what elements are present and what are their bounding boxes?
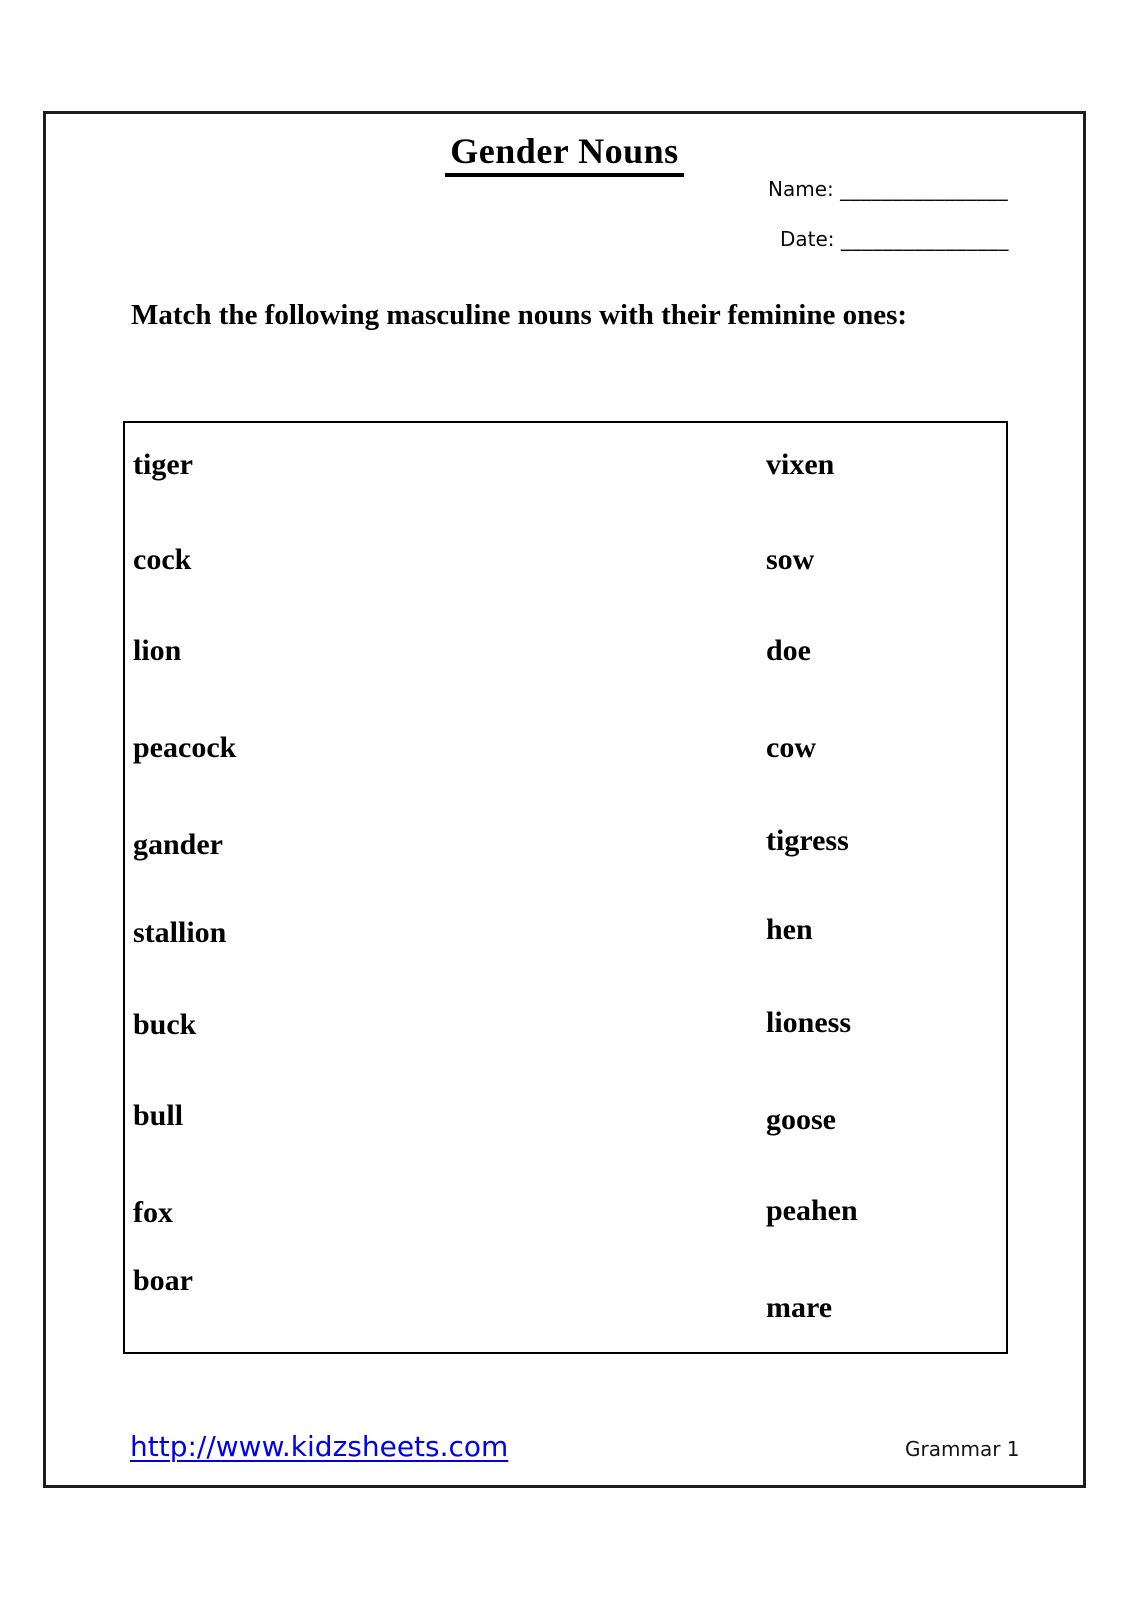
feminine-word: mare [766, 1291, 833, 1324]
feminine-word: sow [766, 543, 815, 576]
feminine-word: lioness [766, 1006, 852, 1039]
feminine-word: hen [766, 913, 813, 946]
match-box [123, 421, 1008, 1354]
feminine-word: cow [766, 731, 816, 764]
masculine-word: boar [133, 1264, 193, 1297]
footer-url-row [130, 1430, 509, 1463]
name-label: Name: [768, 177, 834, 201]
feminine-word: tigress [766, 824, 849, 857]
name-blank-line: ________________ [840, 177, 1009, 201]
masculine-word: tiger [133, 448, 193, 481]
masculine-word: peacock [133, 731, 237, 764]
masculine-word: cock [133, 543, 192, 576]
page-border [43, 111, 1086, 1488]
title-row [46, 133, 1083, 177]
feminine-word: vixen [766, 448, 835, 481]
masculine-word: buck [133, 1008, 197, 1041]
name-field [768, 179, 1008, 199]
date-field [780, 229, 1009, 249]
feminine-word: goose [766, 1103, 836, 1136]
masculine-word: bull [133, 1099, 184, 1132]
worksheet-title: Gender Nouns [445, 133, 683, 177]
feminine-word: peahen [766, 1194, 858, 1227]
masculine-word: gander [133, 828, 223, 861]
footer-link[interactable]: http://www.kidzsheets.com [130, 1430, 509, 1463]
feminine-word: doe [766, 634, 811, 667]
instruction-text: Match the following masculine nouns with their feminine ones: [131, 299, 908, 331]
date-label: Date: [780, 227, 835, 251]
masculine-word: stallion [133, 916, 227, 949]
date-blank-line: ________________ [840, 227, 1009, 251]
masculine-word: fox [133, 1196, 173, 1229]
footer-page-label: Grammar 1 [905, 1437, 1020, 1461]
masculine-word: lion [133, 634, 182, 667]
